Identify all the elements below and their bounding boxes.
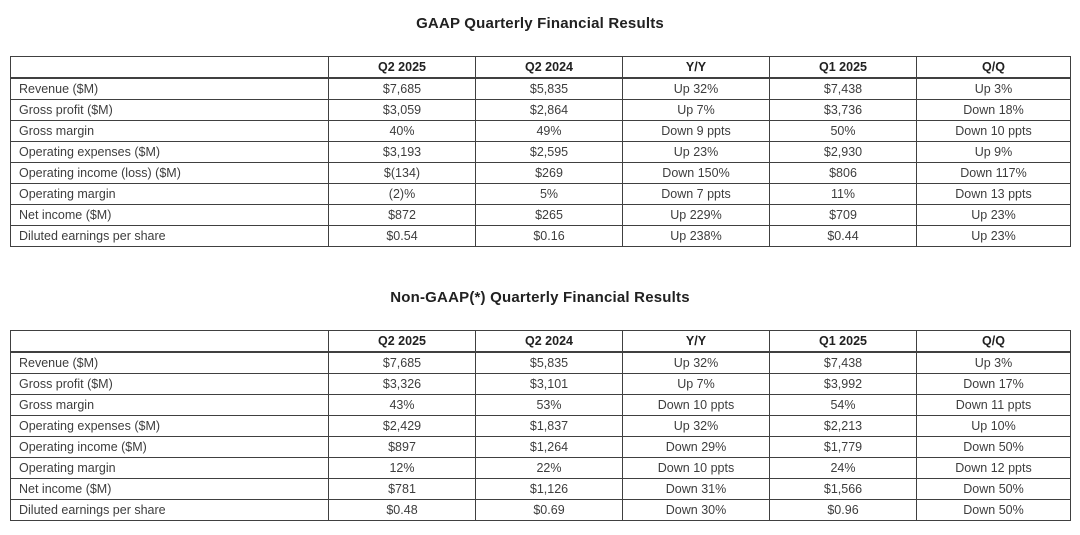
value-cell: $3,059 xyxy=(329,100,476,121)
value-cell: 54% xyxy=(770,395,917,416)
value-cell: Up 10% xyxy=(917,416,1071,437)
row-label-cell: Operating income (loss) ($M) xyxy=(11,163,329,184)
value-cell: $2,595 xyxy=(476,142,623,163)
non-gaap-table-title: Non-GAAP(*) Quarterly Financial Results xyxy=(390,289,690,306)
column-header: Q2 2024 xyxy=(476,331,623,353)
value-cell: $2,213 xyxy=(770,416,917,437)
value-cell: Up 23% xyxy=(917,205,1071,226)
value-cell: $2,429 xyxy=(329,416,476,437)
table-row xyxy=(11,226,1071,247)
value-cell: $7,685 xyxy=(329,352,476,374)
table-row xyxy=(11,416,1071,437)
value-cell: $709 xyxy=(770,205,917,226)
row-label-cell: Operating expenses ($M) xyxy=(11,142,329,163)
value-cell: Up 7% xyxy=(623,374,770,395)
value-cell: $1,837 xyxy=(476,416,623,437)
row-label-cell: Gross profit ($M) xyxy=(11,100,329,121)
row-label-cell: Operating expenses ($M) xyxy=(11,416,329,437)
value-cell: Up 23% xyxy=(623,142,770,163)
value-cell: $3,101 xyxy=(476,374,623,395)
value-cell: $265 xyxy=(476,205,623,226)
value-cell: $5,835 xyxy=(476,352,623,374)
value-cell: 24% xyxy=(770,458,917,479)
value-cell: $0.48 xyxy=(329,500,476,521)
table-row xyxy=(11,352,1071,374)
value-cell: 50% xyxy=(770,121,917,142)
row-label-cell: Gross margin xyxy=(11,121,329,142)
row-label-cell: Operating income ($M) xyxy=(11,437,329,458)
column-header: Y/Y xyxy=(623,331,770,353)
table-row xyxy=(11,205,1071,226)
table-row xyxy=(11,479,1071,500)
value-cell: 22% xyxy=(476,458,623,479)
value-cell: $269 xyxy=(476,163,623,184)
value-cell: Down 9 ppts xyxy=(623,121,770,142)
value-cell: $3,992 xyxy=(770,374,917,395)
value-cell: $7,685 xyxy=(329,78,476,100)
value-cell: 53% xyxy=(476,395,623,416)
column-header: Q/Q xyxy=(917,331,1071,353)
value-cell: Down 29% xyxy=(623,437,770,458)
row-label-cell: Operating margin xyxy=(11,184,329,205)
value-cell: 49% xyxy=(476,121,623,142)
table-row xyxy=(11,100,1071,121)
value-cell: Down 13 ppts xyxy=(917,184,1071,205)
value-cell: Down 11 ppts xyxy=(917,395,1071,416)
value-cell: $806 xyxy=(770,163,917,184)
table-row xyxy=(11,437,1071,458)
row-label-cell: Diluted earnings per share xyxy=(11,226,329,247)
value-cell: $7,438 xyxy=(770,352,917,374)
value-cell: Down 10 ppts xyxy=(623,395,770,416)
value-cell: Up 229% xyxy=(623,205,770,226)
value-cell: $1,779 xyxy=(770,437,917,458)
value-cell: $0.16 xyxy=(476,226,623,247)
table-row xyxy=(11,121,1071,142)
value-cell: $3,193 xyxy=(329,142,476,163)
value-cell: $1,566 xyxy=(770,479,917,500)
value-cell: $1,126 xyxy=(476,479,623,500)
row-label-cell: Gross margin xyxy=(11,395,329,416)
value-cell: $3,326 xyxy=(329,374,476,395)
table-row xyxy=(11,184,1071,205)
value-cell: Up 32% xyxy=(623,352,770,374)
gaap-results-table xyxy=(10,56,1071,247)
gaap-results-section xyxy=(10,0,1070,247)
table-row xyxy=(11,142,1071,163)
column-header: Q2 2025 xyxy=(329,57,476,79)
header-row xyxy=(11,331,1071,353)
value-cell: 40% xyxy=(329,121,476,142)
value-cell: Down 117% xyxy=(917,163,1071,184)
value-cell: $0.96 xyxy=(770,500,917,521)
column-header: Y/Y xyxy=(623,57,770,79)
value-cell: Down 50% xyxy=(917,479,1071,500)
row-label-cell: Diluted earnings per share xyxy=(11,500,329,521)
value-cell: Down 7 ppts xyxy=(623,184,770,205)
value-cell: $2,930 xyxy=(770,142,917,163)
row-label-header xyxy=(11,331,329,353)
value-cell: 43% xyxy=(329,395,476,416)
value-cell: Down 50% xyxy=(917,437,1071,458)
table-row xyxy=(11,78,1071,100)
value-cell: Down 17% xyxy=(917,374,1071,395)
value-cell: $(134) xyxy=(329,163,476,184)
value-cell: Down 31% xyxy=(623,479,770,500)
row-label-cell: Net income ($M) xyxy=(11,479,329,500)
row-label-cell: Gross profit ($M) xyxy=(11,374,329,395)
value-cell: Down 50% xyxy=(917,500,1071,521)
row-label-cell: Revenue ($M) xyxy=(11,352,329,374)
non-gaap-results-table xyxy=(10,330,1071,521)
value-cell: $0.44 xyxy=(770,226,917,247)
value-cell: Down 150% xyxy=(623,163,770,184)
value-cell: Down 10 ppts xyxy=(623,458,770,479)
value-cell: $897 xyxy=(329,437,476,458)
value-cell: Up 238% xyxy=(623,226,770,247)
value-cell: $5,835 xyxy=(476,78,623,100)
row-label-header xyxy=(11,57,329,79)
table-row xyxy=(11,458,1071,479)
value-cell: Up 3% xyxy=(917,78,1071,100)
value-cell: Down 18% xyxy=(917,100,1071,121)
value-cell: $1,264 xyxy=(476,437,623,458)
gaap-table-title: GAAP Quarterly Financial Results xyxy=(416,15,664,32)
value-cell: 11% xyxy=(770,184,917,205)
table-row xyxy=(11,395,1071,416)
value-cell: $3,736 xyxy=(770,100,917,121)
table-row xyxy=(11,500,1071,521)
row-label-cell: Net income ($M) xyxy=(11,205,329,226)
value-cell: (2)% xyxy=(329,184,476,205)
value-cell: $7,438 xyxy=(770,78,917,100)
column-header: Q/Q xyxy=(917,57,1071,79)
column-header: Q2 2024 xyxy=(476,57,623,79)
value-cell: 12% xyxy=(329,458,476,479)
value-cell: 5% xyxy=(476,184,623,205)
value-cell: Up 9% xyxy=(917,142,1071,163)
table-row xyxy=(11,163,1071,184)
row-label-cell: Revenue ($M) xyxy=(11,78,329,100)
value-cell: Up 3% xyxy=(917,352,1071,374)
value-cell: Up 32% xyxy=(623,416,770,437)
value-cell: Down 10 ppts xyxy=(917,121,1071,142)
value-cell: Down 30% xyxy=(623,500,770,521)
row-label-cell: Operating margin xyxy=(11,458,329,479)
header-row xyxy=(11,57,1071,79)
column-header: Q1 2025 xyxy=(770,57,917,79)
column-header: Q2 2025 xyxy=(329,331,476,353)
value-cell: Up 23% xyxy=(917,226,1071,247)
value-cell: $2,864 xyxy=(476,100,623,121)
value-cell: Up 7% xyxy=(623,100,770,121)
value-cell: $0.69 xyxy=(476,500,623,521)
value-cell: Down 12 ppts xyxy=(917,458,1071,479)
table-row xyxy=(11,374,1071,395)
column-header: Q1 2025 xyxy=(770,331,917,353)
value-cell: $0.54 xyxy=(329,226,476,247)
value-cell: $781 xyxy=(329,479,476,500)
value-cell: Up 32% xyxy=(623,78,770,100)
non-gaap-results-section xyxy=(10,247,1070,521)
value-cell: $872 xyxy=(329,205,476,226)
